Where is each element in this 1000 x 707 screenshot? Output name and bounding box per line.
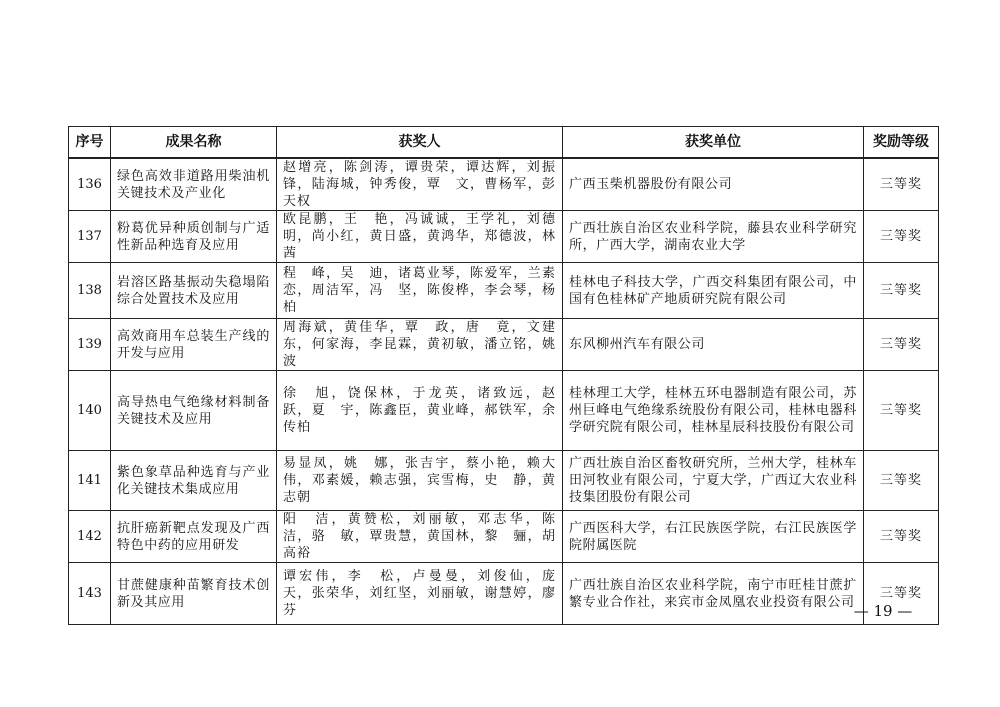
row-index: 139: [69, 319, 111, 371]
row-level: 三等奖: [864, 319, 939, 371]
page-number: — 19 —: [853, 602, 913, 620]
row-level: 三等奖: [864, 563, 939, 625]
table-row: [69, 511, 939, 563]
row-index: 141: [69, 451, 111, 511]
row-unit: 广西壮族自治区农业科学院，藤县农业科学研究所，广西大学，湖南农业大学: [563, 211, 864, 263]
row-winners: 徐 旭，饶保林，于龙英，诸致远，赵 跃，夏 宇，陈鑫臣，黄业峰，郝铁军，余传柏: [277, 371, 563, 451]
row-level: 三等奖: [864, 211, 939, 263]
row-unit: 桂林电子科技大学，广西交科集团有限公司，中国有色桂林矿产地质研究院有限公司: [563, 263, 864, 319]
row-index: 137: [69, 211, 111, 263]
row-unit: 广西壮族自治区畜牧研究所，兰州大学，桂林车田河牧业有限公司，宁夏大学，广西辽大农业科技集团股份有限公司: [563, 451, 864, 511]
header-name: 成果名称: [111, 127, 277, 159]
row-level: 三等奖: [864, 371, 939, 451]
table-row: [69, 211, 939, 263]
row-winners: 程 峰，吴 迪，诸葛业琴，陈爱军，兰素恋，周洁军，冯 坚，陈俊桦，李会琴，杨柏: [277, 263, 563, 319]
row-name: 高导热电气绝缘材料制备关键技术及应用: [111, 371, 277, 451]
row-name: 粉葛优异种质创制与广适性新品种选育及应用: [111, 211, 277, 263]
table-header-row: [69, 127, 939, 159]
row-level: 三等奖: [864, 263, 939, 319]
table-row: [69, 319, 939, 371]
header-unit: 获奖单位: [563, 127, 864, 159]
row-winners: 赵增亮，陈剑涛，谭贵荣，谭达辉，刘振锋，陆海城，钟秀俊，覃 文，曹杨军，彭天权: [277, 158, 563, 211]
row-unit: 东风柳州汽车有限公司: [563, 319, 864, 371]
row-winners: 欧昆鹏，王 艳，冯诚诚，王学礼，刘德明，尚小红，黄日盛，黄鸿华，郑德波，林 茜: [277, 211, 563, 263]
row-level: 三等奖: [864, 511, 939, 563]
awards-table: [68, 126, 939, 625]
row-unit: 广西玉柴机器股份有限公司: [563, 158, 864, 211]
table-row: [69, 563, 939, 625]
row-unit: 桂林理工大学，桂林五环电器制造有限公司，苏州巨峰电气绝缘系统股份有限公司，桂林电器科学研究院有限公司，桂林星辰科技股份有限公司: [563, 371, 864, 451]
row-index: 138: [69, 263, 111, 319]
row-winners: 周海斌，黄佳华，覃 政，唐 竟，文建东，何家海，李昆霖，黄初敏，潘立铭，姚 波: [277, 319, 563, 371]
row-index: 136: [69, 158, 111, 211]
table-row: [69, 371, 939, 451]
row-winners: 易显凤，姚 娜，张吉宇，蔡小艳，赖大伟，邓素媛，赖志强，宾雪梅，史 静，黄志朝: [277, 451, 563, 511]
row-name: 岩溶区路基振动失稳塌陷综合处置技术及应用: [111, 263, 277, 319]
row-index: 142: [69, 511, 111, 563]
row-name: 绿色高效非道路用柴油机关键技术及产业化: [111, 158, 277, 211]
header-level: 奖励等级: [864, 127, 939, 159]
row-name: 抗肝癌新靶点发现及广西特色中药的应用研发: [111, 511, 277, 563]
header-index: 序号: [69, 127, 111, 159]
row-index: 140: [69, 371, 111, 451]
row-level: 三等奖: [864, 451, 939, 511]
row-name: 紫色象草品种选育与产业化关键技术集成应用: [111, 451, 277, 511]
header-winners: 获奖人: [277, 127, 563, 159]
row-index: 143: [69, 563, 111, 625]
row-winners: 阳 洁，黄赞松，刘丽敏，邓志华，陈 洁，骆 敏，覃贵慧，黄国林，黎 骊，胡高裕: [277, 511, 563, 563]
table-row: [69, 451, 939, 511]
row-name: 甘蔗健康种苗繁育技术创新及其应用: [111, 563, 277, 625]
table-row: [69, 158, 939, 211]
row-winners: 谭宏伟，李 松，卢曼曼，刘俊仙，庞 天，张荣华，刘红坚，刘丽敏，谢慧婷，廖 芬: [277, 563, 563, 625]
row-unit: 广西医科大学，右江民族医学院，右江民族医学院附属医院: [563, 511, 864, 563]
table-row: [69, 263, 939, 319]
row-name: 高效商用车总装生产线的开发与应用: [111, 319, 277, 371]
row-unit: 广西壮族自治区农业科学院，南宁市旺桂甘蔗扩繁专业合作社，来宾市金凤凰农业投资有限公司: [563, 563, 864, 625]
row-level: 三等奖: [864, 158, 939, 211]
